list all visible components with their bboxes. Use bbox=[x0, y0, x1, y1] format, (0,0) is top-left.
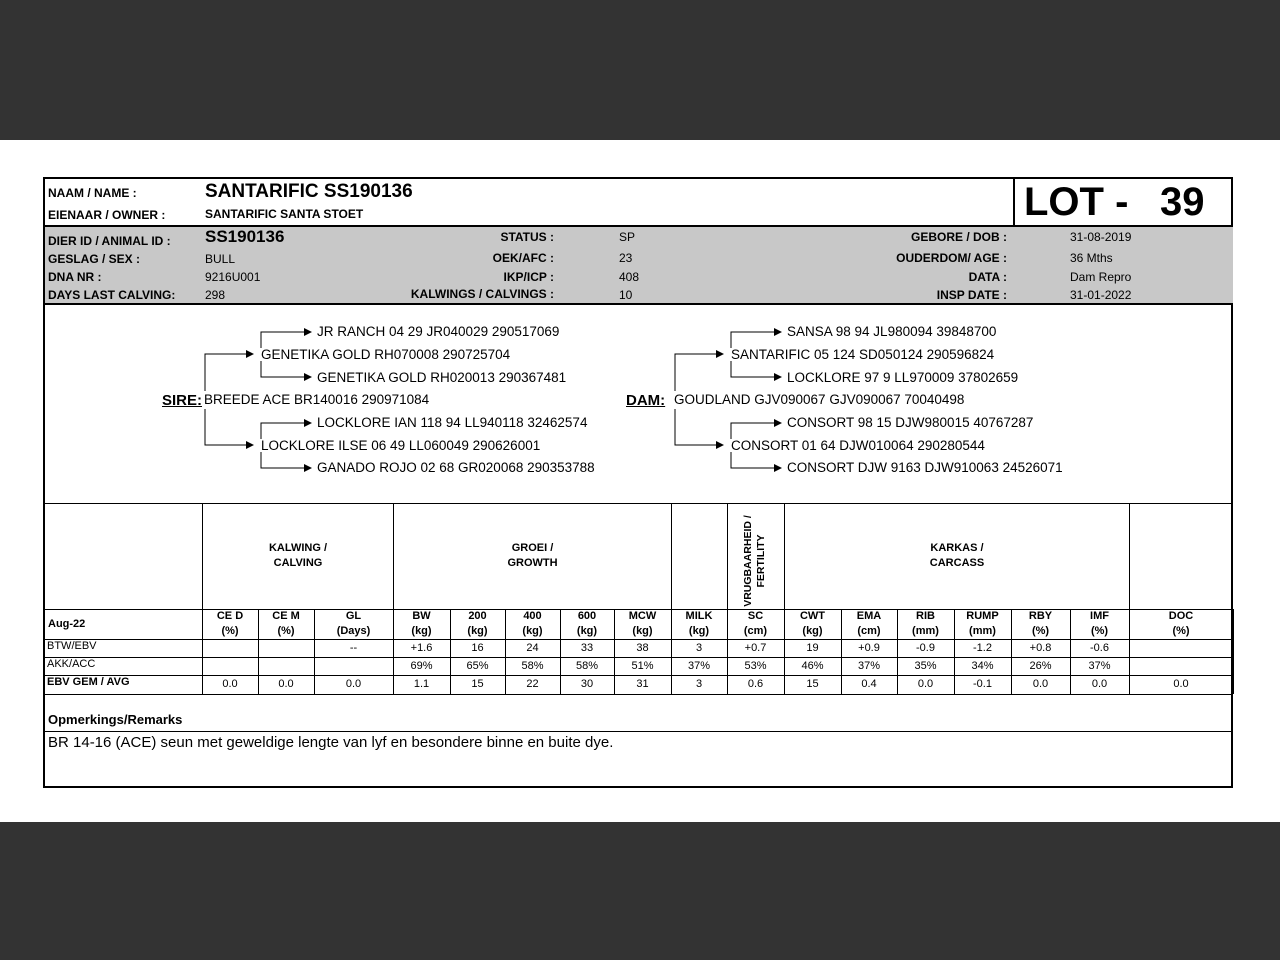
ebv-col-unit: (%) bbox=[1172, 625, 1190, 637]
ebv-cell: 38 bbox=[636, 642, 649, 654]
sire-dam-dam-connector bbox=[261, 452, 311, 468]
insp-label: INSP DATE : bbox=[936, 288, 1007, 302]
age-value: 36 Mths bbox=[1070, 251, 1113, 265]
dam-sire-dam-connector bbox=[731, 361, 781, 377]
ebv-col-header bbox=[393, 609, 450, 639]
icp-value: 408 bbox=[619, 270, 640, 284]
ebv-cell: 24 bbox=[526, 642, 539, 654]
ebv-cell: -0.9 bbox=[916, 642, 935, 654]
ebv-date-label: Aug-22 bbox=[48, 618, 86, 630]
ebv-row-label: BTW/EBV bbox=[47, 640, 97, 652]
ebv-cell: 0.0 bbox=[917, 678, 934, 690]
sire-sire-connector bbox=[205, 354, 253, 391]
ebv-col-unit: (cm) bbox=[743, 625, 768, 637]
ebv-col-header bbox=[505, 609, 560, 639]
bottom-dark-band bbox=[0, 822, 1280, 960]
ebv-col-unit: (%) bbox=[1090, 625, 1109, 637]
sire-dam-dam: GANADO ROJO 02 68 GR020068 290353788 bbox=[317, 460, 595, 475]
ebv-col-header bbox=[314, 609, 393, 639]
lot-card bbox=[43, 177, 1233, 788]
ebv-cell: 15 bbox=[806, 678, 819, 690]
afc-value: 23 bbox=[619, 251, 633, 265]
ebv-cell: -0.6 bbox=[1090, 642, 1109, 654]
sire-sire-sire-connector bbox=[261, 332, 311, 348]
dam-dam-dam: CONSORT DJW 9163 DJW910063 24526071 bbox=[787, 460, 1063, 475]
lot-number: 39 bbox=[1160, 180, 1205, 224]
remarks-divider bbox=[45, 731, 1233, 732]
ebv-col-header bbox=[450, 609, 505, 639]
ebv-col-name: RIB bbox=[916, 610, 935, 622]
age-label: OUDERDOM/ AGE : bbox=[896, 251, 1007, 265]
owner-label: EIENAAR / OWNER : bbox=[48, 208, 166, 222]
dna-value: 9216U001 bbox=[205, 270, 261, 284]
grid-line bbox=[45, 657, 1233, 658]
sire-sire: GENETIKA GOLD RH070008 290725704 bbox=[261, 347, 511, 362]
insp-value: 31-01-2022 bbox=[1070, 288, 1132, 302]
ebv-cell: 0.0 bbox=[1032, 678, 1049, 690]
ebv-cell: 1.1 bbox=[413, 678, 430, 690]
sire-label: SIRE: bbox=[162, 392, 203, 409]
ebv-cell: +0.9 bbox=[858, 642, 880, 654]
dlc-label: DAYS LAST CALVING: bbox=[48, 288, 176, 302]
ebv-col-unit: (kg) bbox=[522, 625, 543, 637]
sire-sire-dam-connector bbox=[261, 361, 311, 377]
ebv-col-unit: (kg) bbox=[632, 625, 653, 637]
ebv-col-header bbox=[1011, 609, 1070, 639]
ebv-cell: 51% bbox=[631, 660, 654, 672]
ebv-cell: 33 bbox=[580, 642, 594, 654]
lot-divider bbox=[1013, 179, 1015, 225]
sire-sire-dam: GENETIKA GOLD RH020013 290367481 bbox=[317, 370, 567, 385]
dob-value: 31-08-2019 bbox=[1070, 230, 1132, 244]
ebv-col-unit: (cm) bbox=[857, 625, 881, 637]
ebv-col-name: RUMP bbox=[966, 610, 999, 622]
ebv-cell: 65% bbox=[466, 660, 489, 672]
ebv-col-name: 600 bbox=[577, 610, 597, 622]
ebv-col-header bbox=[897, 609, 954, 639]
ebv-cell: -1.2 bbox=[973, 642, 992, 654]
data-label: DATA : bbox=[968, 270, 1007, 284]
ebv-row-label: AKK/ACC bbox=[47, 658, 96, 670]
dam: GOUDLAND GJV090067 GJV090067 70040498 bbox=[674, 392, 965, 407]
ebv-cell: 16 bbox=[471, 642, 484, 654]
data-value: Dam Repro bbox=[1070, 270, 1132, 284]
ebv-cell: 37% bbox=[857, 660, 881, 672]
ebv-col-header bbox=[560, 609, 614, 639]
ebv-col-header bbox=[784, 609, 841, 639]
ebv-cell: 3 bbox=[695, 642, 703, 654]
ebv-col-header bbox=[1070, 609, 1129, 639]
ebv-col-unit: (mm) bbox=[912, 625, 939, 637]
ebv-col-name: SC bbox=[747, 610, 764, 622]
ebv-col-name: MILK bbox=[685, 610, 713, 622]
ebv-cell: 0.6 bbox=[747, 678, 764, 690]
ebv-cell: 37% bbox=[1088, 660, 1111, 672]
ebv-col-unit: (kg) bbox=[688, 625, 710, 637]
ebv-cell: 0.4 bbox=[861, 678, 877, 690]
ebv-cell: 30 bbox=[580, 678, 594, 690]
ebv-cell: 15 bbox=[471, 678, 484, 690]
ebv-col-name: DOC bbox=[1168, 610, 1194, 622]
sex-label: GESLAG / SEX : bbox=[48, 252, 141, 266]
lot-label: LOT - bbox=[1024, 180, 1129, 224]
ebv-col-header bbox=[727, 609, 784, 639]
calvings-label: KALWINGS / CALVINGS : bbox=[410, 287, 554, 301]
dam-dam-dam-connector bbox=[731, 452, 781, 468]
ebv-cell: 26% bbox=[1029, 660, 1052, 672]
ebv-cell: 35% bbox=[914, 660, 937, 672]
status-label: STATUS : bbox=[500, 230, 554, 244]
ebv-cell: 3 bbox=[695, 678, 703, 690]
ebv-cell: 37% bbox=[687, 660, 711, 672]
ebv-cell: +0.7 bbox=[744, 642, 767, 654]
ebv-col-name: EMA bbox=[856, 610, 882, 622]
ebv-grid bbox=[45, 609, 1233, 694]
ebv-cell: 19 bbox=[806, 642, 819, 654]
ebv-col-header bbox=[258, 609, 314, 639]
ebv-cell: +0.8 bbox=[1029, 642, 1052, 654]
grid-line bbox=[1233, 609, 1234, 694]
ebv-col-unit: (kg) bbox=[467, 625, 488, 637]
dna-label: DNA NR : bbox=[48, 270, 102, 284]
dam-label: DAM: bbox=[626, 392, 666, 409]
ebv-col-unit: (kg) bbox=[576, 625, 598, 637]
carcass-group-header: KARKAS / CARCASS bbox=[929, 542, 985, 569]
ebv-col-name: 200 bbox=[468, 610, 487, 622]
ebv-col-name: CE D bbox=[216, 610, 244, 622]
dam-sire-sire: SANSA 98 94 JL980094 39848700 bbox=[787, 324, 997, 339]
ebv-cell: 69% bbox=[410, 660, 433, 672]
ebv-cell: +1.6 bbox=[410, 642, 433, 654]
ebv-col-unit: (mm) bbox=[969, 625, 996, 637]
ebv-col-name: GL bbox=[345, 610, 362, 622]
ebv-row-label: EBV GEM / AVG bbox=[47, 676, 130, 688]
ebv-cell: 58% bbox=[575, 660, 599, 672]
dam-dam: CONSORT 01 64 DJW010064 290280544 bbox=[731, 438, 985, 453]
ebv-cell: 0.0 bbox=[1091, 678, 1108, 690]
ebv-col-header bbox=[202, 609, 258, 639]
animal-id-label: DIER ID / ANIMAL ID : bbox=[48, 234, 171, 248]
icp-label: IKP/ICP : bbox=[503, 270, 554, 284]
sire: BREEDE ACE BR140016 290971084 bbox=[204, 392, 430, 407]
ebv-col-unit: (kg) bbox=[411, 625, 432, 637]
grid-line bbox=[45, 675, 1233, 676]
ebv-cell: 0.0 bbox=[1173, 678, 1189, 690]
sire-dam-sire: LOCKLORE IAN 118 94 LL940118 32462574 bbox=[317, 415, 588, 430]
ebv-col-unit: (Days) bbox=[336, 625, 371, 637]
growth-group-header: GROEI / GROWTH bbox=[507, 542, 558, 569]
ebv-cell: -0.1 bbox=[973, 678, 992, 690]
ebv-col-unit: (%) bbox=[221, 625, 239, 637]
ebv-cell: 58% bbox=[521, 660, 544, 672]
ebv-col-name: 400 bbox=[523, 610, 542, 622]
ebv-col-name: RBY bbox=[1028, 610, 1053, 622]
ebv-cell: 22 bbox=[526, 678, 539, 690]
dob-label: GEBORE / DOB : bbox=[910, 230, 1007, 244]
sire-sire-sire: JR RANCH 04 29 JR040029 290517069 bbox=[317, 324, 560, 339]
sire-dam-sire-connector bbox=[261, 423, 311, 439]
ebv-col-header bbox=[841, 609, 897, 639]
ebv-col-unit: (%) bbox=[1031, 625, 1050, 637]
ebv-cell: 34% bbox=[971, 660, 994, 672]
ebv-col-header bbox=[671, 609, 727, 639]
sire-dam: LOCKLORE ILSE 06 49 LL060049 290626001 bbox=[261, 438, 541, 453]
owner-value: SANTARIFIC SANTA STOET bbox=[205, 207, 364, 221]
dam-sire-sire-connector bbox=[731, 332, 781, 348]
top-dark-band bbox=[0, 0, 1280, 140]
ebv-col-unit: (kg) bbox=[802, 625, 823, 637]
remarks-label: Opmerkings/Remarks bbox=[48, 712, 183, 727]
fertility-group-header: VRUGBAARHEID / FERTILITY bbox=[742, 515, 767, 607]
animal-id-value: SS190136 bbox=[205, 227, 285, 246]
ebv-col-name: BW bbox=[412, 610, 431, 622]
ebv-cell: 53% bbox=[744, 660, 767, 672]
dam-sire: SANTARIFIC 05 124 SD050124 290596824 bbox=[731, 347, 995, 362]
ebv-col-name: CWT bbox=[799, 610, 826, 622]
ebv-cell: 0.0 bbox=[222, 678, 238, 690]
ebv-col-name: CE M bbox=[272, 610, 300, 622]
grid-line bbox=[45, 639, 1233, 640]
remarks-text: BR 14-16 (ACE) seun met geweldige lengte van lyf en besondere binne en buite dye. bbox=[48, 734, 614, 751]
ebv-col-name: MCW bbox=[628, 610, 657, 622]
ebv-cell: 31 bbox=[636, 678, 649, 690]
dlc-value: 298 bbox=[205, 288, 226, 302]
sex-value: BULL bbox=[205, 252, 236, 266]
ebv-cell: 46% bbox=[801, 660, 824, 672]
dam-sire-dam: LOCKLORE 97 9 LL970009 37802659 bbox=[787, 370, 1019, 385]
status-value: SP bbox=[619, 230, 636, 244]
ebv-col-header bbox=[954, 609, 1011, 639]
calving-group-header: KALWING / CALVING bbox=[268, 542, 328, 569]
calvings-value: 10 bbox=[619, 288, 633, 302]
ebv-col-unit: (%) bbox=[277, 625, 295, 637]
dam-dam-sire-connector bbox=[731, 423, 781, 439]
ebv-cell: 0.0 bbox=[345, 678, 362, 690]
dam-sire-connector bbox=[675, 354, 723, 391]
table-bottom-divider bbox=[45, 694, 1233, 695]
name-label: NAAM / NAME : bbox=[48, 186, 137, 200]
sire-dam-connector bbox=[205, 409, 253, 445]
ebv-cell: 0.0 bbox=[278, 678, 294, 690]
ebv-table bbox=[45, 504, 1233, 694]
dam-dam-connector bbox=[675, 409, 723, 445]
ebv-col-header bbox=[614, 609, 671, 639]
dam-dam-sire: CONSORT 98 15 DJW980015 40767287 bbox=[787, 415, 1034, 430]
ebv-col-header bbox=[1129, 609, 1233, 639]
ebv-cell: -- bbox=[349, 642, 358, 654]
afc-label: OEK/AFC : bbox=[492, 251, 554, 265]
ebv-col-name: IMF bbox=[1090, 610, 1109, 622]
animal-name: SANTARIFIC SS190136 bbox=[205, 181, 413, 202]
